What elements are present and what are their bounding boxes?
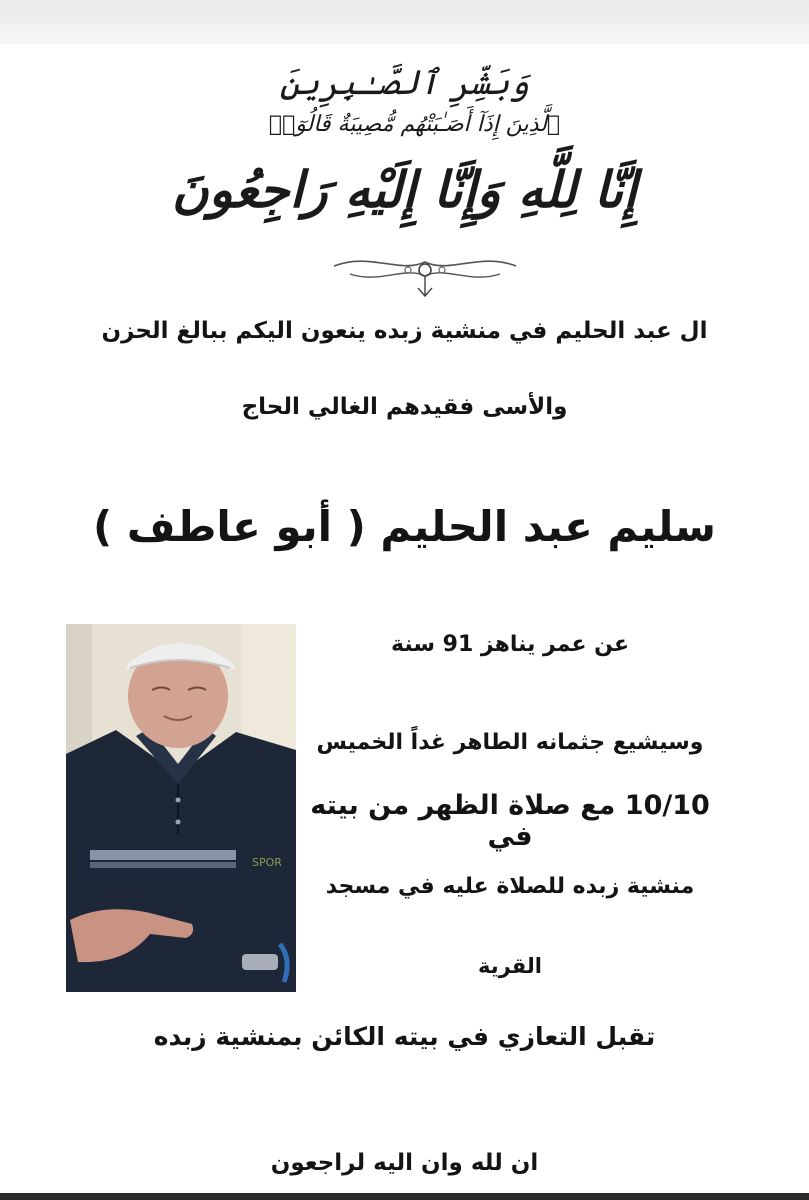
place-line: منشية زبده للصلاة عليه في مسجد bbox=[325, 874, 695, 899]
bottom-strip bbox=[0, 1193, 809, 1200]
ornament-divider bbox=[330, 244, 520, 300]
verse-line-2: ٱلَّذِينَ إِذَآ أَصَـٰبَتْهُم مُّصِيبَةٌ قَالُوٓا۟ bbox=[268, 112, 561, 137]
verse-line-1: وَبَشِّرِ ٱلصَّـٰبِرِينَ bbox=[279, 63, 530, 103]
shirt-label: SPOR bbox=[252, 856, 282, 869]
date-line: 10/10 مع صلاة الظهر من بيته في bbox=[310, 790, 710, 852]
closing-line: ان لله وان اليه لراجعون bbox=[270, 1150, 539, 1176]
deceased-name: سليم عبد الحليم ( أبو عاطف ) bbox=[93, 502, 716, 551]
intro-line-1: ال عبد الحليم في منشية زبده ينعون اليكم ببالغ الحزن bbox=[101, 318, 708, 344]
age-line: عن عمر يناهز 91 سنة bbox=[391, 632, 629, 657]
verse-line-3-calligraphy: إِنَّا لِلَّهِ وَإِنَّا إِلَيْهِ رَاجِعُونَ bbox=[171, 160, 638, 219]
top-bar bbox=[0, 0, 809, 44]
deceased-photo bbox=[66, 624, 296, 992]
funeral-line: وسيشيع جثمانه الطاهر غداً الخميس bbox=[316, 730, 704, 755]
village-line: القرية bbox=[478, 954, 542, 978]
condolence-line: تقبل التعازي في بيته الكائن بمنشية زبده bbox=[153, 1022, 656, 1051]
intro-line-2: والأسى فقيدهم الغالي الحاج bbox=[241, 394, 568, 420]
